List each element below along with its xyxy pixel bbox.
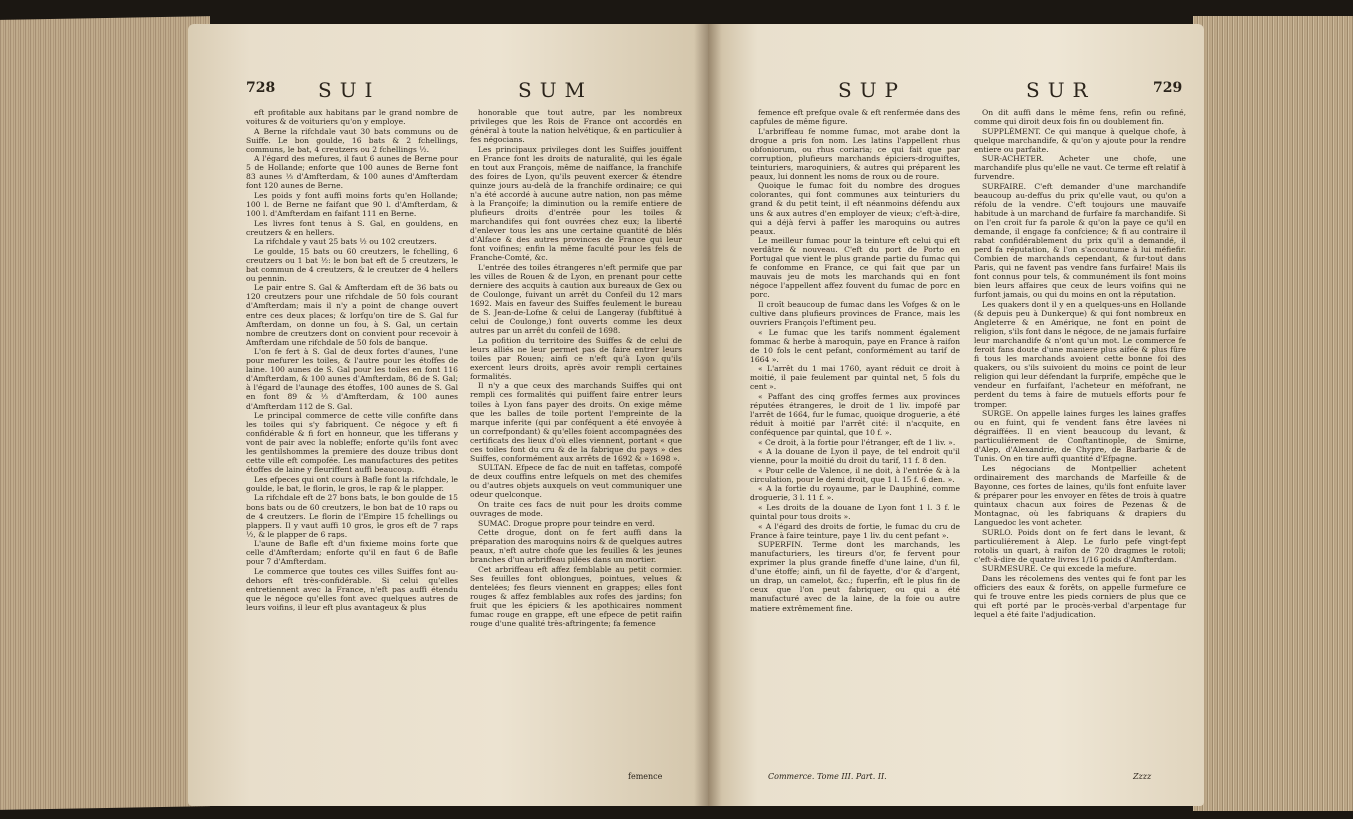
paragraph: Le pair entre S. Gal & Amfterdam eft de 36 bats ou 120 creutzers pour une rifchdale de 50 fols courant d'Amfterdam; mais il n'y a point de change ouvert entre ces deux places; & lorfqu'on tire de S. Gal fur Amfterdam, on donne un fou, à S. Gal, un certain nombre de creutzers dont on convient pour recevoir à Amfterdam une rifchdale de 50 fols de banque. bbox=[246, 283, 458, 347]
paragraph: Le meilleur fumac pour la teinture eft celui qui eft verdâtre & nouveau. C'eft du port de Porto en Portugal que vient le plus grande partie du fumac qui fe confomme en France, ce qui fait que par un mauvais jeu de mots les marchands qui en font négoce l'appellent affez fouvent du fumac de porc en porc. bbox=[750, 236, 960, 300]
paragraph: eft profitable aux habitans par le grand nombre de voitures & de voituriers qu'on y employe. bbox=[246, 108, 458, 127]
paragraph: SUR-ACHETER. Acheter une chofe, une marchandife plus qu'elle ne vaut. Ce terme eft relatif à furvendre. bbox=[974, 154, 1186, 182]
paragraph: « Paffant des cinq groffes fermes aux provinces réputées étrangeres, le droit de 1 liv. impofé par l'arrêt de 1664, fur le fumac, quoique droguerie, a été réduit à moitié par l'arrêt cité: il n'acquite, en conféquence par quintal, que 10 f. ». bbox=[750, 391, 960, 438]
paragraph: La rifchdale y vaut 25 bats ½ ou 102 creutzers. bbox=[254, 237, 437, 247]
paragraph: Il croît beaucoup de fumac dans les Vofges & on le cultive dans plufieurs provinces de France, mais les ouvriers François l'eftiment peu. bbox=[750, 299, 960, 328]
paragraph: On dit auffi dans le même fens, refin ou refiné, comme qui diroit deux fois fin ou doublement fin. bbox=[974, 108, 1186, 127]
right-page-number: 729 bbox=[1153, 80, 1183, 96]
paragraph: « A l'égard des droits de fortie, le fumac du cru de France à faire teinture, paye 1 liv. du cent pefant ». bbox=[750, 521, 960, 540]
paragraph: SUMAC. Drogue propre pour teindre en verd. bbox=[478, 518, 655, 528]
left-page bbox=[188, 24, 708, 806]
paragraph: La rifchdale eft de 27 bons bats, le bon goulde de 15 bons bats ou de 60 creutzers, le bon bat de 10 raps ou de 4 creutzers. Le florin de l'Empire 15 fchellings ou plappers. Il y vaut auffi 10 gros, le gros eft de 7 raps ½, & le plapper de 6 raps. bbox=[246, 493, 458, 539]
paragraph: Les quakers dont il y en a quelques-uns en Hollande (& depuis peu à Dunkerque) & qui font nombreux en Angleterre & en Amérique, ne font en point de religion, s'ils font dans le négoce, de ne jamais furfaire leur marchandife & n'ont qu'un mot. Le commerce fe feroit fans doute d'une maniere plus aifée & plus fûre fi tous les marchands avoient cette bonne foi des quakers, ou s'ils suivoient du moins ce point de leur religion qui leur défendant la furprife, empêche que le vendeur en furfaifant, l'acheteur en méfofrant, ne perdent du tems à faire de mutuels efforts pour fe tromper. bbox=[974, 299, 1186, 409]
paragraph: Les livres font tenus à S. Gal, en gouldens, en creutzers & en hellers. bbox=[246, 218, 458, 237]
left-column-2 bbox=[470, 108, 682, 629]
paragraph: L'on fe fert à S. Gal de deux fortes d'aunes, l'une pour mefurer les toiles, & l'autre pour les étoffes de laine. 100 aunes de S. Gal pour les toiles en font 116 d'Amfterdam, & 100 aunes d'Amfterdam, 86 de S. Gal; à l'égard de l'aunage des étoffes, 100 aunes de S. Gal en font 89 & ⅓ d'Amfterdam, & 100 aunes d'Amfterdam 112 de S. Gal. bbox=[246, 347, 458, 411]
paragraph: On traite ces facs de nuit pour les droits comme ouvrages de mode. bbox=[470, 500, 682, 519]
paragraph: Le goulde, 15 bats ou 60 creutzers, le fchelling, 6 creutzers ou 1 bat ½: le bon bat eft de 5 creutzers, le bat commun de 4 creutzers, & le creutzer de 4 hellers ou pennin. bbox=[246, 246, 458, 283]
paragraph: SULTAN. Efpece de fac de nuit en taffetas, compofé de deux couffins entre lefquels on met des chemifes ou d'autres objets auxquels on veut communiquer une odeur quelconque. bbox=[470, 463, 682, 500]
paragraph: Les principaux privileges dont les Suiffes jouiffent en France font les droits de naturalité, qui les égale en tout aux François, même de naiffance, la franchife des foires de Lyon, qu'ils peuvent exercer & étendre quinze jours au-delà de la franchife ordinaire; ce qui n'a été accordé à aucune autre nation, non pas même à la Françoife; la diminution ou la remife entiere de plufieurs droits d'entrée pour les toiles & marchandifes qui font ouvrées chez eux; la liberté d'enlever tous les ans une certaine quantité de blés d'Alface & des autres provinces de France qui leur font voifines; enfin la même faculté pour les fels de Franche-Comté, &c. bbox=[470, 144, 682, 263]
paragraph: « Ce droit, à la fortie pour l'étranger, eft de 1 liv. ». bbox=[758, 437, 956, 447]
paragraph: Quoique le fumac foit du nombre des drogues colorantes, qui font communes aux teinturiers du grand & du petit teint, il eft néanmoins défendu aux uns & aux autres d'en employer de vieux; c'eft-à-dire, qui a déjà fervi à paffer les maroquins ou autres peaux. bbox=[750, 181, 960, 236]
paragraph: SUPPLÉMENT. Ce qui manque à quelque chofe, à quelque marchandife, & qu'on y ajoute pour la rendre entiere ou parfaite. bbox=[974, 126, 1186, 154]
right-running-head-1: SUP bbox=[838, 78, 907, 102]
paragraph: Cet arbriffeau eft affez femblable au petit cormier. Ses feuilles font oblongues, pointues, velues & dentelées; fes fleurs viennent en grappes; elles font rouges & affez femblables aux rofes des jardins; fon fruit que les épiciers & les apothicaires nomment fumac rouge en grappe, eft une efpece de petit raifin rouge d'une qualité très-aftringente; fa femence bbox=[470, 564, 682, 629]
paragraph: Il n'y a que ceux des marchands Suiffes qui ont rempli ces formalités qui puiffent faire entrer leurs toiles à Lyon fans payer des droits. On exige même que les balles de toile portent l'empreinte de la marque inferite (qui par conféquent a été envoyée à un correfpondant) & qu'elles foient accompagnées des certificats des lieux d'où elles viennent, portant « que ces toiles font du cru & de la fabrique du pays » des Suiffes, conformément aux arrêts de 1692 & » 1698 ». bbox=[470, 381, 682, 463]
paragraph: Dans les récolemens des ventes qui fe font par les officiers des eaux & forêts, on appelle furmefure ce qui fe trouve entre les pieds corniers de plus que ce qui eft porté par le procès-verbal d'arpentage fur lequel a été faite l'adjudication. bbox=[974, 573, 1186, 620]
paragraph: L'aune de Bafle eft d'un fixieme moins forte que celle d'Amfterdam; enforte qu'il en faut 6 de Bafle pour 7 d'Amfterdam. bbox=[246, 539, 458, 567]
paragraph: « Le fumac que les tarifs nomment également fommac & herbe à maroquin, paye en France à raifon de 10 fols le cent pefant, conformément au tarif de 1664 ». bbox=[750, 327, 960, 364]
paragraph: L'entrée des toiles étrangeres n'eft permife que par les villes de Rouen & de Lyon, en prenant pour cette derniere des acquits à caution aux bureaux de Gex ou de Coulonge, fuivant un arrêt du Confeil du 12 mars 1692. Mais en faveur des Suiffes feulement le bureau de S. Jean-de-Lofne & celui de Langeray (fubftitué à celui de Coulonge,) font ouverts comme les deux autres par un arrêt du confeil de 1698. bbox=[470, 262, 682, 336]
paragraph: honorable que tout autre, par les nombreux privileges que les Rois de France ont accordés en général à toute la nation helvétique, & en particulier à fes négocians. bbox=[470, 108, 682, 145]
paragraph: A Berne la rifchdale vaut 30 bats communs ou de Suiffe. Le bon goulde, 16 bats & 2 fchellings, communs, le bat, 4 creutzers ou 2 fchellings ½. bbox=[246, 126, 458, 154]
paragraph: Les efpeces qui ont cours à Bafle font la rifchdale, le goulde, le bat, le florin, le gros, le rap & le plapper. bbox=[246, 474, 458, 493]
paragraph: SURMESURE. Ce qui excede la mefure. bbox=[982, 564, 1137, 574]
paragraph: « Les droits de la douane de Lyon font 1 l. 3 f. le quintal pour tous droits ». bbox=[750, 503, 960, 522]
paragraph: Cette drogue, dont on fe fert auffi dans la préparation des maroquins noirs & de quelques autres peaux, n'eft autre chofe que les feuilles & les jeunes branches d'un arbriffeau pilées dans un mortier. bbox=[470, 528, 682, 565]
right-running-head-2: SUR bbox=[1026, 78, 1096, 102]
paragraph: La pofition du territoire des Suiffes & de celui de leurs alliés ne leur permet pas de faire entrer leurs toiles par Rouen; ainfi ce n'eft qu'à Lyon qu'ils exercent leurs droits, après avoir rempli certaines formalités. bbox=[470, 335, 682, 381]
paragraph: Le principal commerce de cette ville confifte dans les toiles qui s'y fabriquent. Ce négoce y eft fi confidérable & fi fort en honneur, que les tifferans y vont de pair avec la nobleffe; enforte qu'ils font avec les gentilshommes la premiere des douze tribus dont cette ville eft compofée. Les manufactures des petites étoffes de laine y fleuriffent auffi beaucoup. bbox=[246, 411, 458, 475]
paragraph: SUPERFIN. Terme dont les marchands, les manufacturiers, les tireurs d'or, fe fervent pour exprimer la plus grande fineffe d'une laine, d'un fil, d'une étoffe; ainfi, un fil de fayette, d'or & d'argent, un drap, un camelot, &c.; fuperfin, eft le plus fin de ceux que l'on peut fabriquer, ou qui a été manufacturé avec de la laine, de la foie ou autre matiere extrêmement fine. bbox=[750, 540, 960, 613]
right-page bbox=[708, 24, 1204, 806]
paragraph: L'arbriffeau fe nomme fumac, mot arabe dont la drogue a pris fon nom. Les latins l'appellent rhus obfoniorum, ou rhus coriaria; ce qui fait que par corruption, plufieurs marchands épiciers-droguiftes, teinturiers, maroquiniers, & autres qui préparent les peaux, lui donnent les noms de roux ou de roure. bbox=[750, 126, 960, 181]
paragraph: SURGE. On appelle laines furges les laines graffes ou en fuint, qui fe vendent fans être lavées ni dégraiffées. Il en vient beaucoup du levant, & particuliérement de Conftantinople, de Smirne, d'Alep, d'Alexandrie, de Chypre, de Barbarie & de Tunis. On en tire auffi quantité d'Efpagne. bbox=[974, 409, 1186, 464]
paragraph: « A la fortie du royaume, par le Dauphiné, comme droguerie, 3 l. 11 f. ». bbox=[750, 484, 960, 503]
paragraph: Les poids y font auffi moins forts qu'en Hollande; 100 l. de Berne ne faifant que 90 l. d'Amfterdam, & 100 l. d'Amfterdam en faifant 111 en Berne. bbox=[246, 190, 458, 219]
paragraph: SURFAIRE. C'eft demander d'une marchandife beaucoup au-deffus du prix qu'elle vaut, ou qu'on a réfolu de la vendre. C'eft toujours une mauvaife habitude à un marchand de furfaire fa marchandife. Si on l'en croit fur fa parole & qu'on la paye ce qu'il en demande, il engage fa confcience; & fi au contraire il rabat confidérablement du prix qu'il a demandé, il perd fa réputation, & l'on s'accoutume à lui méfiefir. Combien de marchands cependant, & fur-tout dans Paris, qui ne favent pas vendre fans furfaire! Mais ils font connus pour tels, & communément ils font moins bien leurs affaires que ceux de leurs voifins qui ne furfont jamais, ou qui du moins en ont la réputation. bbox=[974, 181, 1186, 300]
paragraph: « L'arrêt du 1 mai 1760, ayant réduit ce droit à moitié, il paie feulement par quintal net, 5 fols du cent ». bbox=[750, 364, 960, 392]
paragraph: A l'égard des mefures, il faut 6 aunes de Berne pour 5 de Hollande; enforte que 100 aunes de Berne font 83 aunes ⅓ d'Amfterdam, & 100 aunes d'Amfterdam font 120 aunes de Berne. bbox=[246, 154, 458, 191]
paragraph: SURLO. Poids dont on fe fert dans le levant, & particuliérement à Alep. Le furlo pefe vingt-fept rotolis un quart, à raifon de 720 dragmes le rotoli; c'eft-à-dire de quatre livres 1/16 poids d'Amfterdam. bbox=[974, 527, 1186, 564]
paragraph: Les négocians de Montpellier achetent ordinairement des marchands de Marfeille & de Bayonne, ces fortes de laines, qu'ils font enfuite laver & préparer pour les envoyer en fêtes de trois à quatre quintaux chacun aux foires de Pezenas & de Montagnac, où les fabriquans & drapiers du Languedoc les vont acheter. bbox=[974, 463, 1186, 528]
paragraph: Le commerce que toutes ces villes Suiffes font au-dehors eft très-confidérable. Si celui qu'elles entretiennent avec la France, n'eft pas auffi étendu que le négoce qu'elles font avec quelques autres de leurs voifins, il leur eft plus avantageux & plus bbox=[246, 566, 458, 613]
left-page-edges bbox=[0, 16, 210, 810]
catchword: femence bbox=[628, 772, 663, 781]
volume-footer: Commerce. Tome III. Part. II. bbox=[768, 772, 887, 781]
left-column-1 bbox=[246, 108, 458, 613]
paragraph: « Pour celle de Valence, il ne doit, à l'entrée & à la circulation, pour le demi droit, que 1 l. 15 f. 6 den. ». bbox=[750, 465, 960, 484]
right-page-edges bbox=[1193, 16, 1353, 811]
signature-mark: Zzzz bbox=[1133, 772, 1152, 781]
right-column-2 bbox=[974, 108, 1186, 620]
paragraph: femence eft prefque ovale & eft renfermée dans des capfules de même figure. bbox=[750, 108, 960, 127]
left-page-number: 728 bbox=[246, 80, 276, 96]
paragraph: « A la douane de Lyon il paye, de tel endroit qu'il vienne, pour la moitié du droit du tarif, 11 f. 8 den. bbox=[750, 447, 960, 466]
right-column-1 bbox=[750, 108, 960, 613]
left-running-head-2: SUM bbox=[518, 78, 594, 102]
left-running-head-1: SUI bbox=[318, 78, 381, 102]
book-gutter bbox=[694, 24, 722, 806]
